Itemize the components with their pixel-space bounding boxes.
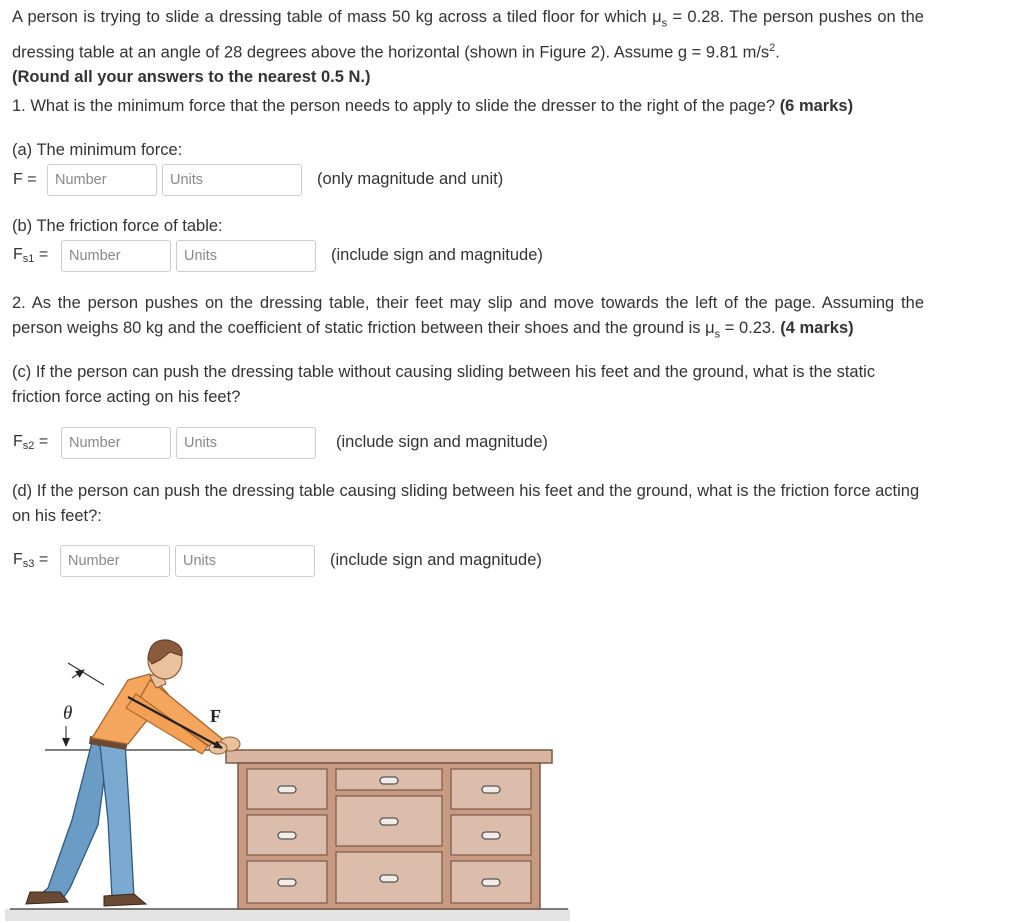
part-b-units-input[interactable] [176, 240, 316, 272]
force-direction-extension-line [68, 663, 104, 685]
part-d-title: (d) If the person can push the dressing table causing sliding between his feet and the ground, what is the friction force acting on his feet?: [12, 482, 920, 525]
part-c-units-input[interactable] [176, 427, 316, 459]
part-d-note: (include sign and magnitude) [330, 551, 542, 569]
part-c-number-input[interactable] [61, 427, 171, 459]
figure-person-pushing-dresser [0, 630, 600, 923]
part-a-note: (only magnitude and unit) [317, 170, 504, 188]
part-d-units-input[interactable] [175, 545, 315, 577]
part-b-label: $F_{s1}$ = [13, 246, 49, 265]
part-b-number-input[interactable] [61, 240, 171, 272]
part-c-note: (include sign and magnitude) [336, 433, 548, 451]
part-a-units-input[interactable] [162, 164, 302, 196]
floor-shadow [5, 909, 570, 921]
rounding-note: (Round all your answers to the nearest 0.5 N.) [12, 67, 371, 86]
part-c-title: (c) If the person can push the dressing table without causing sliding between his feet and the ground, what is the static friction force acting on his feet? [12, 363, 876, 406]
part-c-label: $F_{s2}$ = [13, 433, 49, 452]
part-b-title: (b) The friction force of table: [12, 217, 223, 235]
problem-statement: A person is trying to slide a dressing table of mass 50 kg across a tiled floor for which $\mu_s = 0.28$. The person pushes on the dressing table at an angle of 28 degrees above the horizontal (shown in Figure 2). Assume g = 9.81 $m/s^2$. (Round all your answers to the nearest 0.5 N.) [12, 8, 924, 86]
angle-arrow-top [72, 670, 84, 678]
person-pushing [26, 640, 240, 906]
question-1: 1. What is the minimum force that the person needs to apply to slide the dresser to the right of the page? (6 marks) [12, 97, 854, 115]
part-a-label: F = [13, 171, 37, 188]
dressing-table [226, 750, 552, 909]
theta-label: θ [63, 703, 73, 724]
part-b-note: (include sign and magnitude) [331, 246, 543, 264]
part-d-label: $F_{s3}$ = [13, 551, 49, 570]
part-a-number-input[interactable] [47, 164, 157, 196]
part-a-title: (a) The minimum force: [12, 141, 183, 159]
part-d-number-input[interactable] [60, 545, 170, 577]
question-2: 2. As the person pushes on the dressing table, their feet may slip and move towards the left of the page. Assuming the person weighs 80 kg and the coefficient of static friction between their shoes and the ground is $\mu_s = 0.23$. (4 marks) [12, 294, 924, 340]
force-label: F [210, 706, 221, 726]
